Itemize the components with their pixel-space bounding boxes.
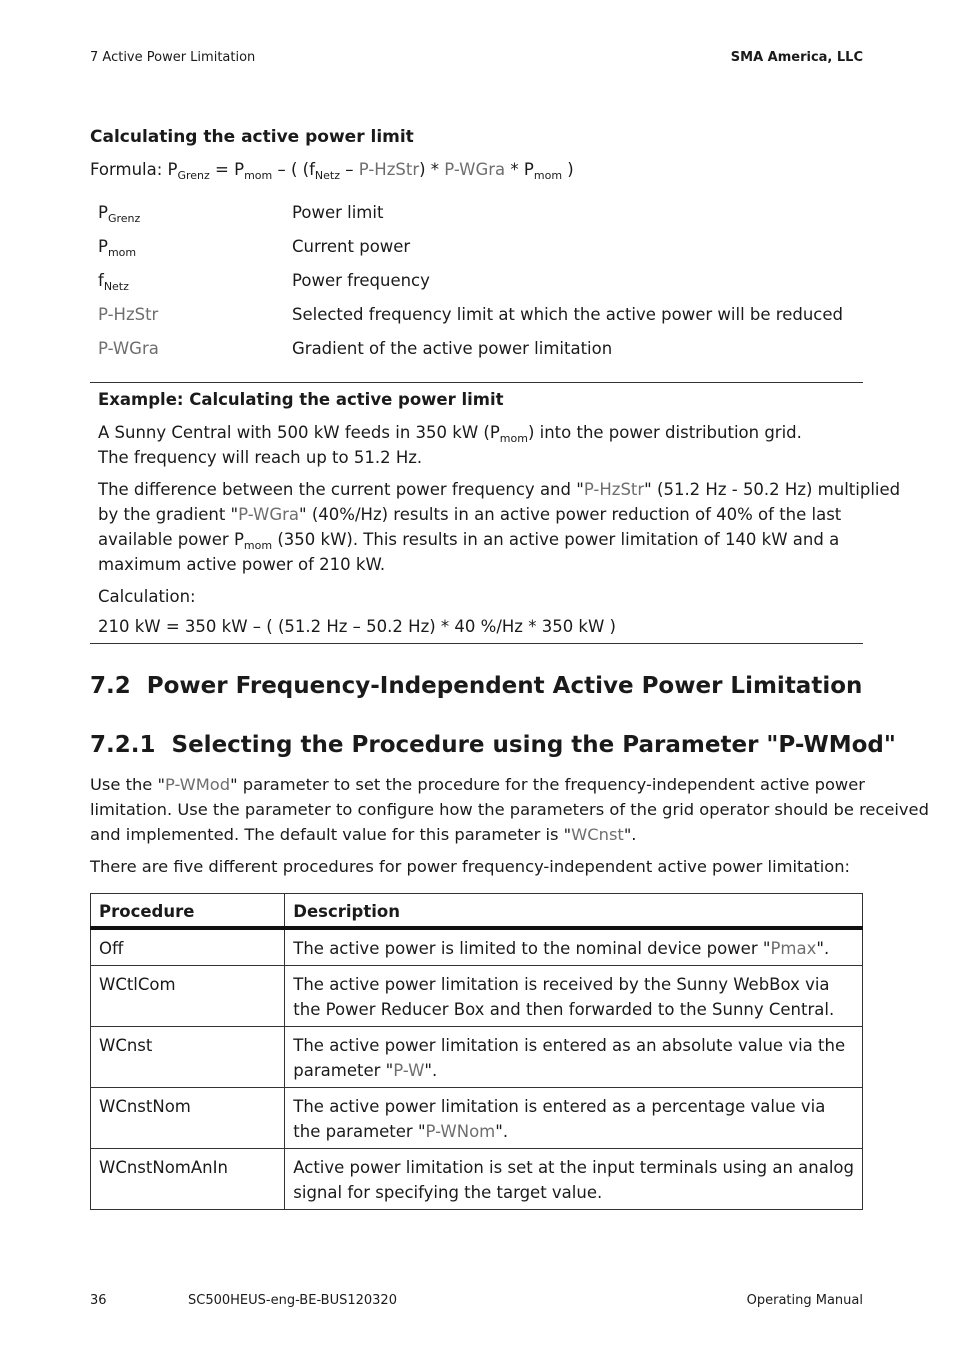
footer-right: Operating Manual bbox=[746, 1293, 863, 1308]
calculation-label: Calculation: bbox=[98, 587, 196, 606]
example-bottom-rule bbox=[90, 643, 863, 644]
document-id: SC500HEUS-eng-BE-BUS120320 bbox=[188, 1293, 397, 1308]
section-7-2-1-paragraph-2: There are five different procedures for power frequency-independent active power limitation: bbox=[90, 857, 851, 876]
description-cell: The active power limitation is received by the Sunny WebBox via the Power Reducer Box and then forwarded to the Sunny Central. bbox=[285, 966, 863, 1027]
description-cell: The active power limitation is entered as an absolute value via the parameter "P-W". bbox=[285, 1027, 863, 1088]
procedure-cell: WCnst bbox=[91, 1027, 285, 1088]
example-heading: Example: Calculating the active power limit bbox=[98, 390, 504, 409]
section-7-2-1-heading: 7.2.1 Selecting the Procedure using the Parameter "P-WMod" bbox=[90, 732, 896, 758]
manual-page: 7 Active Power Limitation SMA America, LLC Calculating the active power limit Formula: $P_{Grenz} = P_{mom}$ – ( ($f_{Netz}$ – P-HzStr) * P-WGra * $P_{mom}$ ) $P_{Grenz}$ Power limit $P_{mom}$ Current power $f_{Netz}$ Power frequency P-HzStr Selected frequency limit at which the active power will be reduced P-WGra Gradient of the active power limitation Example: Calculating the active power limit A Sunny Central with 500 kW feeds in 350 kW $(P_{mom})$ into the power distribution grid. The frequency will reach up to 51.2 Hz. The difference between the current power frequency and "P-HzStr" (51.2 Hz - 50.2 Hz) multiplied by the gradient "P-WGra" (40%/Hz) results in an active power reduction of 40% of the last available power $P_{mom}$ (350 kW). This results in an active power limitation of 140 kW and a maximum active power of 210 kW. Calculation: 210 kW = 350 kW – ( (51.2 Hz – 50.2 Hz) * 40 %/Hz * 350 kW ) 7.2 Power Frequency-Independent Active Power Limitation 7.2.1 Selecting the Procedure using the Parameter "P-WMod" Use the "P-WMod" parameter to set the procedure for the frequency-independent active power limitation. Use the parameter to configure how the parameters of the grid operator should be received and implemented. The default value for this parameter is "WCnst". There are five different procedures for power frequency-independent active power limitation: Procedure Description Off The active power is limited to the nominal device power "Pmax". WCtlCom The active power limitation is received by the Sunny WebBox via the Power Reducer Box and then forwarded to the Sunny Central. WCnst The active power limitation is entered as an absolute value via the parameter "P-W". WCnstNom The active power limitation is entered as a percentage value via the parameter "P-WNom". WCnstNomAnIn Active power limitation is set at the input terminals using an analog signal for specifying the target value. 36 SC500HEUS-eng-BE-BUS120320 Operating Manual bbox=[90, 50, 929, 1308]
table-row bbox=[91, 1027, 863, 1088]
table-header-row bbox=[91, 894, 863, 929]
section-7-2-heading: 7.2 Power Frequency-Independent Active Power Limitation bbox=[90, 673, 863, 699]
section-7-2-1-paragraph-1: Use the "P-WMod" parameter to set the procedure for the frequency-independent active power limitation. Use the parameter to configure how the parameters of the grid operator should be received and implemented. The default value for this parameter is "WCnst". bbox=[90, 775, 929, 844]
calc-heading: Calculating the active power limit bbox=[90, 127, 414, 147]
page-number: 36 bbox=[90, 1293, 107, 1308]
example-paragraph-2: The difference between the current power frequency and "P-HzStr" (51.2 Hz - 50.2 Hz) multiplied by the gradient "P-WGra" (40%/Hz) results in an active power reduction of 40% of the last available power $P_{mom}$ (350 kW). This results in an active power limitation of 140 kW and a maximum active power of 210 kW. bbox=[98, 480, 901, 574]
description-cell: The active power limitation is entered as a percentage value via the parameter "P-WNom". bbox=[285, 1088, 863, 1149]
procedure-table bbox=[90, 893, 863, 1210]
calculation-line: 210 kW = 350 kW – ( (51.2 Hz – 50.2 Hz) * 40 %/Hz * 350 kW ) bbox=[98, 617, 616, 636]
table-row bbox=[91, 1088, 863, 1149]
table-row bbox=[91, 966, 863, 1027]
table-row bbox=[91, 928, 863, 966]
procedure-cell: WCnstNom bbox=[91, 1088, 285, 1149]
table-row bbox=[91, 1149, 863, 1210]
example-paragraph-1: A Sunny Central with 500 kW feeds in 350 kW $(P_{mom})$ into the power distribution grid. The frequency will reach up to 51.2 Hz. bbox=[98, 423, 802, 467]
formula: Formula: $P_{Grenz} = P_{mom}$ – ( ($f_{Netz}$ – P-HzStr) * P-WGra * $P_{mom}$ ) bbox=[90, 160, 574, 182]
running-header-right: SMA America, LLC bbox=[730, 50, 863, 65]
description-cell: Active power limitation is set at the input terminals using an analog signal for specifying the target value. bbox=[285, 1149, 863, 1210]
example-top-rule bbox=[90, 382, 863, 383]
description-cell: The active power is limited to the nominal device power "Pmax". bbox=[285, 928, 863, 966]
procedure-cell: WCtlCom bbox=[91, 966, 285, 1027]
running-header-left: 7 Active Power Limitation bbox=[90, 50, 256, 65]
column-header-procedure: Procedure bbox=[91, 894, 285, 929]
procedure-cell: WCnstNomAnIn bbox=[91, 1149, 285, 1210]
column-header-description: Description bbox=[285, 894, 863, 929]
procedure-cell: Off bbox=[91, 928, 285, 966]
